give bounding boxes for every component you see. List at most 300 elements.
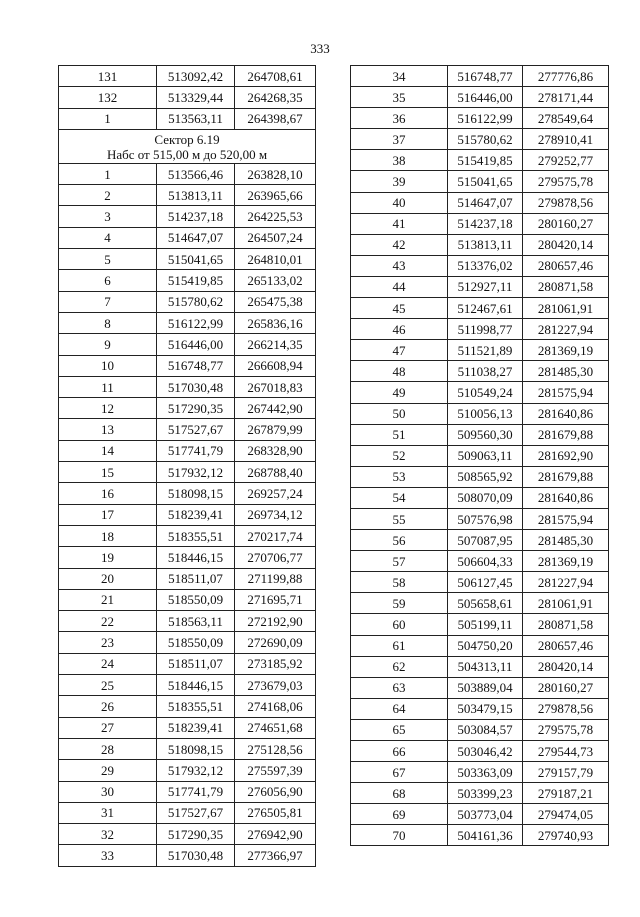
point-number-cell: 1: [59, 163, 157, 184]
point-number-cell: 40: [351, 192, 448, 213]
table-row: [351, 361, 609, 382]
x-coordinate-cell: 517741,79: [157, 440, 235, 461]
table-row: [59, 525, 316, 546]
y-coordinate-cell: 271695,71: [235, 589, 316, 610]
y-coordinate-cell: 272690,09: [235, 632, 316, 653]
table-row: [59, 717, 316, 738]
point-number-cell: 11: [59, 376, 157, 397]
table-row: [59, 675, 316, 696]
y-coordinate-cell: 263965,66: [235, 185, 316, 206]
table-row: [59, 824, 316, 845]
y-coordinate-cell: 279157,79: [523, 762, 609, 783]
x-coordinate-cell: 516748,77: [157, 355, 235, 376]
y-coordinate-cell: 269257,24: [235, 483, 316, 504]
table-row: [59, 206, 316, 227]
table-row: [351, 255, 609, 276]
y-coordinate-cell: 280657,46: [523, 635, 609, 656]
x-coordinate-cell: 503363,09: [448, 762, 523, 783]
table-row: [351, 656, 609, 677]
point-number-cell: 36: [351, 108, 448, 129]
point-number-cell: 68: [351, 783, 448, 804]
y-coordinate-cell: 267442,90: [235, 398, 316, 419]
table-row: [59, 334, 316, 355]
y-coordinate-cell: 276505,81: [235, 802, 316, 823]
point-number-cell: 38: [351, 150, 448, 171]
x-coordinate-cell: 513376,02: [448, 255, 523, 276]
x-coordinate-cell: 516446,00: [448, 87, 523, 108]
x-coordinate-cell: 514237,18: [448, 213, 523, 234]
table-row: [59, 312, 316, 333]
y-coordinate-cell: 266214,35: [235, 334, 316, 355]
point-number-cell: 65: [351, 719, 448, 740]
x-coordinate-cell: 504161,36: [448, 825, 523, 846]
table-row: [59, 185, 316, 206]
section-subtitle: Набс от 515,00 м до 520,00 м: [106, 146, 268, 162]
point-number-cell: 22: [59, 611, 157, 632]
point-number-cell: 69: [351, 804, 448, 825]
x-coordinate-cell: 517290,35: [157, 824, 235, 845]
point-number-cell: 5: [59, 249, 157, 270]
table-row: [351, 108, 609, 129]
y-coordinate-cell: 281679,88: [523, 424, 609, 445]
table-row: [351, 635, 609, 656]
y-coordinate-cell: 281640,86: [523, 487, 609, 508]
point-number-cell: 10: [59, 355, 157, 376]
x-coordinate-cell: 518446,15: [157, 547, 235, 568]
table-row: [59, 611, 316, 632]
y-coordinate-cell: 265836,16: [235, 312, 316, 333]
y-coordinate-cell: 270217,74: [235, 525, 316, 546]
x-coordinate-cell: 507576,98: [448, 508, 523, 529]
x-coordinate-cell: 503479,15: [448, 698, 523, 719]
y-coordinate-cell: 263828,10: [235, 163, 316, 184]
x-coordinate-cell: 517030,48: [157, 845, 235, 866]
x-coordinate-cell: 512927,11: [448, 276, 523, 297]
y-coordinate-cell: 278171,44: [523, 87, 609, 108]
x-coordinate-cell: 515780,62: [448, 129, 523, 150]
table-row: [351, 340, 609, 361]
point-number-cell: 49: [351, 382, 448, 403]
y-coordinate-cell: 279878,56: [523, 698, 609, 719]
y-coordinate-cell: 264398,67: [235, 108, 316, 129]
x-coordinate-cell: 518563,11: [157, 611, 235, 632]
table-row: [351, 508, 609, 529]
x-coordinate-cell: 508070,09: [448, 487, 523, 508]
x-coordinate-cell: 515780,62: [157, 291, 235, 312]
point-number-cell: 48: [351, 361, 448, 382]
table-row: [59, 66, 316, 87]
point-number-cell: 24: [59, 653, 157, 674]
point-number-cell: 45: [351, 298, 448, 319]
table-row: [351, 382, 609, 403]
table-row: [59, 696, 316, 717]
x-coordinate-cell: 518446,15: [157, 675, 235, 696]
y-coordinate-cell: 278549,64: [523, 108, 609, 129]
left-table-top-rows: [59, 66, 316, 130]
table-row: [351, 593, 609, 614]
x-coordinate-cell: 504750,20: [448, 635, 523, 656]
y-coordinate-cell: 281061,91: [523, 298, 609, 319]
point-number-cell: 43: [351, 255, 448, 276]
y-coordinate-cell: 272192,90: [235, 611, 316, 632]
y-coordinate-cell: 279878,56: [523, 192, 609, 213]
x-coordinate-cell: 515419,85: [157, 270, 235, 291]
x-coordinate-cell: 503399,23: [448, 783, 523, 804]
x-coordinate-cell: 508565,92: [448, 466, 523, 487]
y-coordinate-cell: 268788,40: [235, 462, 316, 483]
x-coordinate-cell: 506604,33: [448, 551, 523, 572]
y-coordinate-cell: 281485,30: [523, 530, 609, 551]
table-row: [351, 719, 609, 740]
table-row: [351, 762, 609, 783]
x-coordinate-cell: 503046,42: [448, 741, 523, 762]
x-coordinate-cell: 514647,07: [448, 192, 523, 213]
point-number-cell: 132: [59, 87, 157, 108]
point-number-cell: 63: [351, 677, 448, 698]
y-coordinate-cell: 269734,12: [235, 504, 316, 525]
table-row: [351, 572, 609, 593]
table-row: [351, 741, 609, 762]
x-coordinate-cell: 511521,89: [448, 340, 523, 361]
x-coordinate-cell: 505658,61: [448, 593, 523, 614]
y-coordinate-cell: 277366,97: [235, 845, 316, 866]
point-number-cell: 16: [59, 483, 157, 504]
point-number-cell: 25: [59, 675, 157, 696]
y-coordinate-cell: 264268,35: [235, 87, 316, 108]
y-coordinate-cell: 270706,77: [235, 547, 316, 568]
point-number-cell: 14: [59, 440, 157, 461]
y-coordinate-cell: 281640,86: [523, 403, 609, 424]
table-row: [59, 653, 316, 674]
point-number-cell: 55: [351, 508, 448, 529]
y-coordinate-cell: 279740,93: [523, 825, 609, 846]
x-coordinate-cell: 506127,45: [448, 572, 523, 593]
point-number-cell: 67: [351, 762, 448, 783]
x-coordinate-cell: 518355,51: [157, 696, 235, 717]
y-coordinate-cell: 281485,30: [523, 361, 609, 382]
x-coordinate-cell: 515041,65: [448, 171, 523, 192]
x-coordinate-cell: 509560,30: [448, 424, 523, 445]
x-coordinate-cell: 518239,41: [157, 717, 235, 738]
x-coordinate-cell: 503084,57: [448, 719, 523, 740]
y-coordinate-cell: 264708,61: [235, 66, 316, 87]
table-row: [59, 270, 316, 291]
table-row: [351, 424, 609, 445]
point-number-cell: 60: [351, 614, 448, 635]
table-row: [351, 825, 609, 846]
y-coordinate-cell: 271199,88: [235, 568, 316, 589]
y-coordinate-cell: 280657,46: [523, 255, 609, 276]
point-number-cell: 58: [351, 572, 448, 593]
table-row: [59, 760, 316, 781]
point-number-cell: 50: [351, 403, 448, 424]
y-coordinate-cell: 281369,19: [523, 340, 609, 361]
table-row: [59, 355, 316, 376]
y-coordinate-cell: 279575,78: [523, 171, 609, 192]
y-coordinate-cell: 280420,14: [523, 234, 609, 255]
x-coordinate-cell: 518511,07: [157, 568, 235, 589]
x-coordinate-cell: 517527,67: [157, 419, 235, 440]
table-row: [351, 276, 609, 297]
point-number-cell: 57: [351, 551, 448, 572]
y-coordinate-cell: 274168,06: [235, 696, 316, 717]
y-coordinate-cell: 280871,58: [523, 276, 609, 297]
y-coordinate-cell: 281692,90: [523, 445, 609, 466]
point-number-cell: 7: [59, 291, 157, 312]
x-coordinate-cell: 505199,11: [448, 614, 523, 635]
point-number-cell: 23: [59, 632, 157, 653]
point-number-cell: 70: [351, 825, 448, 846]
table-row: [59, 291, 316, 312]
y-coordinate-cell: 275128,56: [235, 738, 316, 759]
table-row: [351, 698, 609, 719]
x-coordinate-cell: 517030,48: [157, 376, 235, 397]
table-row: [351, 403, 609, 424]
point-number-cell: 21: [59, 589, 157, 610]
y-coordinate-cell: 279544,73: [523, 741, 609, 762]
table-row: [59, 781, 316, 802]
table-row: [351, 150, 609, 171]
point-number-cell: 1: [59, 108, 157, 129]
table-row: [59, 589, 316, 610]
x-coordinate-cell: 518550,09: [157, 632, 235, 653]
point-number-cell: 41: [351, 213, 448, 234]
point-number-cell: 42: [351, 234, 448, 255]
table-row: [351, 66, 609, 87]
y-coordinate-cell: 279252,77: [523, 150, 609, 171]
y-coordinate-cell: 264507,24: [235, 227, 316, 248]
section-header-row: [59, 129, 316, 163]
y-coordinate-cell: 279575,78: [523, 719, 609, 740]
point-number-cell: 131: [59, 66, 157, 87]
table-row: [351, 171, 609, 192]
point-number-cell: 18: [59, 525, 157, 546]
x-coordinate-cell: 504313,11: [448, 656, 523, 677]
table-row: [351, 213, 609, 234]
table-row: [59, 547, 316, 568]
x-coordinate-cell: 516446,00: [157, 334, 235, 355]
y-coordinate-cell: 274651,68: [235, 717, 316, 738]
point-number-cell: 28: [59, 738, 157, 759]
x-coordinate-cell: 518098,15: [157, 738, 235, 759]
y-coordinate-cell: 281679,88: [523, 466, 609, 487]
y-coordinate-cell: 280420,14: [523, 656, 609, 677]
y-coordinate-cell: 265475,38: [235, 291, 316, 312]
y-coordinate-cell: 267879,99: [235, 419, 316, 440]
point-number-cell: 4: [59, 227, 157, 248]
x-coordinate-cell: 518098,15: [157, 483, 235, 504]
point-number-cell: 17: [59, 504, 157, 525]
x-coordinate-cell: 515041,65: [157, 249, 235, 270]
y-coordinate-cell: 280871,58: [523, 614, 609, 635]
table-row: [351, 804, 609, 825]
point-number-cell: 19: [59, 547, 157, 568]
table-row: [59, 376, 316, 397]
x-coordinate-cell: 517290,35: [157, 398, 235, 419]
table-row: [351, 677, 609, 698]
y-coordinate-cell: 266608,94: [235, 355, 316, 376]
point-number-cell: 52: [351, 445, 448, 466]
y-coordinate-cell: 281227,94: [523, 572, 609, 593]
point-number-cell: 2: [59, 185, 157, 206]
y-coordinate-cell: 276942,90: [235, 824, 316, 845]
table-row: [351, 87, 609, 108]
x-coordinate-cell: 507087,95: [448, 530, 523, 551]
y-coordinate-cell: 281227,94: [523, 319, 609, 340]
x-coordinate-cell: 513813,11: [157, 185, 235, 206]
point-number-cell: 59: [351, 593, 448, 614]
point-number-cell: 35: [351, 87, 448, 108]
point-number-cell: 3: [59, 206, 157, 227]
coordinates-table-left: [58, 65, 316, 867]
point-number-cell: 37: [351, 129, 448, 150]
x-coordinate-cell: 516122,99: [157, 312, 235, 333]
point-number-cell: 53: [351, 466, 448, 487]
x-coordinate-cell: 518550,09: [157, 589, 235, 610]
y-coordinate-cell: 281575,94: [523, 382, 609, 403]
y-coordinate-cell: 264225,53: [235, 206, 316, 227]
table-row: [351, 129, 609, 150]
x-coordinate-cell: 518511,07: [157, 653, 235, 674]
x-coordinate-cell: 511038,27: [448, 361, 523, 382]
point-number-cell: 47: [351, 340, 448, 361]
point-number-cell: 13: [59, 419, 157, 440]
x-coordinate-cell: 518355,51: [157, 525, 235, 546]
point-number-cell: 20: [59, 568, 157, 589]
point-number-cell: 39: [351, 171, 448, 192]
y-coordinate-cell: 268328,90: [235, 440, 316, 461]
point-number-cell: 9: [59, 334, 157, 355]
point-number-cell: 31: [59, 802, 157, 823]
y-coordinate-cell: 276056,90: [235, 781, 316, 802]
x-coordinate-cell: 509063,11: [448, 445, 523, 466]
x-coordinate-cell: 517527,67: [157, 802, 235, 823]
x-coordinate-cell: 503889,04: [448, 677, 523, 698]
point-number-cell: 66: [351, 741, 448, 762]
x-coordinate-cell: 513813,11: [448, 234, 523, 255]
y-coordinate-cell: 265133,02: [235, 270, 316, 291]
point-number-cell: 15: [59, 462, 157, 483]
point-number-cell: 27: [59, 717, 157, 738]
table-row: [59, 738, 316, 759]
table-row: [59, 227, 316, 248]
y-coordinate-cell: 277776,86: [523, 66, 609, 87]
table-row: [59, 802, 316, 823]
x-coordinate-cell: 503773,04: [448, 804, 523, 825]
y-coordinate-cell: 273679,03: [235, 675, 316, 696]
page-number: 333: [310, 41, 330, 56]
y-coordinate-cell: 281369,19: [523, 551, 609, 572]
point-number-cell: 61: [351, 635, 448, 656]
left-table-rows: [59, 163, 316, 866]
y-coordinate-cell: 280160,27: [523, 677, 609, 698]
table-row: [59, 632, 316, 653]
x-coordinate-cell: 517741,79: [157, 781, 235, 802]
x-coordinate-cell: 517932,12: [157, 462, 235, 483]
section-header-group: [59, 129, 316, 163]
table-row: [59, 398, 316, 419]
point-number-cell: 8: [59, 312, 157, 333]
x-coordinate-cell: 510549,24: [448, 382, 523, 403]
coordinates-table-right: [350, 65, 609, 846]
y-coordinate-cell: 275597,39: [235, 760, 316, 781]
table-row: [59, 419, 316, 440]
right-table-rows: [351, 66, 609, 846]
y-coordinate-cell: 278910,41: [523, 129, 609, 150]
point-number-cell: 56: [351, 530, 448, 551]
y-coordinate-cell: 279187,21: [523, 783, 609, 804]
table-row: [59, 462, 316, 483]
x-coordinate-cell: 513566,46: [157, 163, 235, 184]
table-row: [59, 440, 316, 461]
point-number-cell: 51: [351, 424, 448, 445]
table-row: [351, 234, 609, 255]
y-coordinate-cell: 279474,05: [523, 804, 609, 825]
table-row: [351, 192, 609, 213]
y-coordinate-cell: 273185,92: [235, 653, 316, 674]
section-title: Сектор 6.19: [154, 131, 220, 147]
table-row: [351, 466, 609, 487]
table-row: [351, 487, 609, 508]
table-row: [351, 614, 609, 635]
point-number-cell: 64: [351, 698, 448, 719]
x-coordinate-cell: 512467,61: [448, 298, 523, 319]
x-coordinate-cell: 513329,44: [157, 87, 235, 108]
point-number-cell: 6: [59, 270, 157, 291]
x-coordinate-cell: 514237,18: [157, 206, 235, 227]
table-row: [59, 568, 316, 589]
x-coordinate-cell: 511998,77: [448, 319, 523, 340]
point-number-cell: 34: [351, 66, 448, 87]
x-coordinate-cell: 517932,12: [157, 760, 235, 781]
y-coordinate-cell: 281061,91: [523, 593, 609, 614]
point-number-cell: 26: [59, 696, 157, 717]
y-coordinate-cell: 280160,27: [523, 213, 609, 234]
point-number-cell: 62: [351, 656, 448, 677]
x-coordinate-cell: 514647,07: [157, 227, 235, 248]
x-coordinate-cell: 510056,13: [448, 403, 523, 424]
x-coordinate-cell: 513092,42: [157, 66, 235, 87]
x-coordinate-cell: 513563,11: [157, 108, 235, 129]
table-row: [59, 163, 316, 184]
section-header-cell: [59, 129, 316, 163]
y-coordinate-cell: 281575,94: [523, 508, 609, 529]
table-row: [351, 551, 609, 572]
table-row: [59, 108, 316, 129]
x-coordinate-cell: 515419,85: [448, 150, 523, 171]
table-row: [59, 249, 316, 270]
table-row: [351, 783, 609, 804]
point-number-cell: 29: [59, 760, 157, 781]
table-row: [351, 530, 609, 551]
point-number-cell: 32: [59, 824, 157, 845]
point-number-cell: 33: [59, 845, 157, 866]
table-row: [351, 319, 609, 340]
y-coordinate-cell: 264810,01: [235, 249, 316, 270]
point-number-cell: 12: [59, 398, 157, 419]
x-coordinate-cell: 516748,77: [448, 66, 523, 87]
point-number-cell: 46: [351, 319, 448, 340]
point-number-cell: 54: [351, 487, 448, 508]
table-row: [59, 504, 316, 525]
point-number-cell: 30: [59, 781, 157, 802]
table-row: [351, 298, 609, 319]
table-row: [351, 445, 609, 466]
table-row: [59, 845, 316, 866]
table-row: [59, 483, 316, 504]
y-coordinate-cell: 267018,83: [235, 376, 316, 397]
x-coordinate-cell: 518239,41: [157, 504, 235, 525]
